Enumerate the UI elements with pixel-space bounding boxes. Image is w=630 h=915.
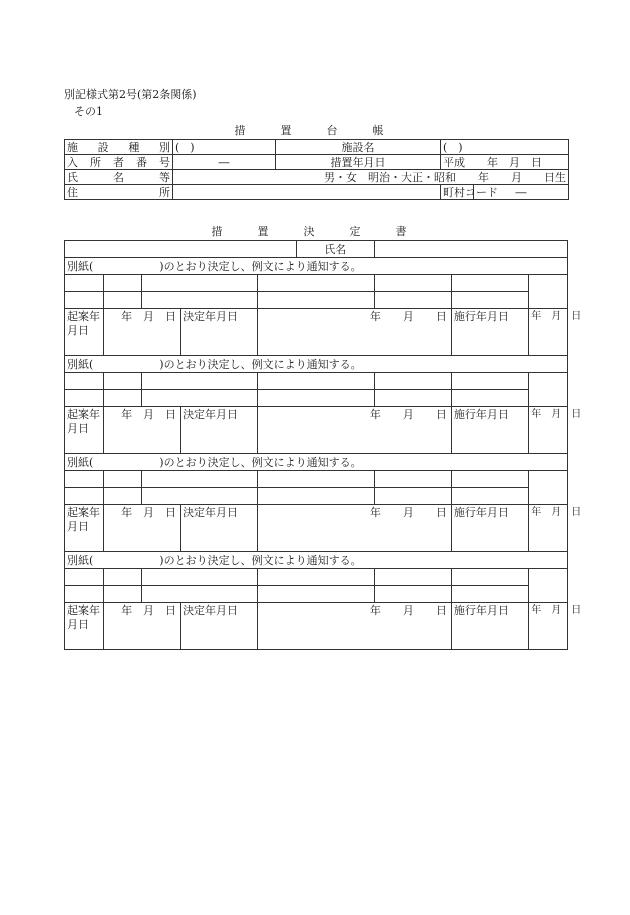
blank-cell[interactable]	[103, 569, 142, 586]
decision-block-notice-row	[65, 258, 568, 275]
effective-date-value[interactable]: 年 月 日	[529, 603, 568, 650]
blank-cell[interactable]	[374, 292, 451, 309]
birth-info[interactable]: 男・女 明治・大正・昭和 年 月 日生	[173, 170, 569, 185]
decision-block-notice-row	[65, 454, 568, 471]
blank-cell[interactable]	[451, 373, 528, 390]
blank-cell[interactable]	[65, 292, 104, 309]
effective-date-label: 施行年月日	[451, 407, 528, 454]
blank-cell[interactable]	[374, 390, 451, 407]
facility-type-label: 施 設 種 別	[65, 140, 173, 155]
ledger-title: 措 置 台 帳	[234, 124, 396, 137]
draft-date-label: 起案年月日	[65, 603, 104, 650]
decision-date-value[interactable]: 年 月 日	[258, 407, 451, 454]
name-row	[65, 241, 568, 258]
measure-date-label: 措置年月日	[276, 155, 441, 170]
blank-cell[interactable]	[103, 292, 142, 309]
decision-block-dates-row	[65, 505, 568, 552]
blank-cell[interactable]	[103, 390, 142, 407]
decision-block-notice-row	[65, 552, 568, 569]
blank-cell[interactable]	[65, 373, 104, 390]
blank-cell[interactable]	[103, 488, 142, 505]
decision-block-blank-row	[65, 373, 568, 390]
blank-cell[interactable]	[65, 488, 104, 505]
draft-date-label: 起案年月日	[65, 505, 104, 552]
blank-cell[interactable]	[142, 390, 258, 407]
blank-cell[interactable]	[103, 275, 142, 292]
decision-date-value[interactable]: 年 月 日	[258, 603, 451, 650]
decision-block-notice-row	[65, 356, 568, 373]
decision-block-dates-row	[65, 309, 568, 356]
effective-date-label: 施行年月日	[451, 505, 528, 552]
blank-cell[interactable]	[374, 275, 451, 292]
notice-text: 別紙( )のとおり決定し、例文により通知する。	[65, 258, 568, 275]
blank-cell[interactable]	[529, 471, 568, 505]
blank-cell[interactable]	[142, 373, 258, 390]
blank-cell[interactable]	[65, 390, 104, 407]
name-value[interactable]	[374, 241, 568, 258]
notice-text: 別紙( )のとおり決定し、例文により通知する。	[65, 356, 568, 373]
decision-block-dates-row	[65, 603, 568, 650]
decision-title: 措 置 決 定 書	[211, 225, 419, 238]
decision-block-blank-row	[65, 471, 568, 488]
blank-cell[interactable]	[65, 586, 104, 603]
blank-cell[interactable]	[258, 390, 374, 407]
effective-date-value[interactable]: 年 月 日	[529, 407, 568, 454]
decision-block-blank-row	[65, 275, 568, 292]
blank-cell[interactable]	[142, 569, 258, 586]
blank-cell[interactable]	[103, 471, 142, 488]
address-value[interactable]	[173, 185, 441, 200]
effective-date-value[interactable]: 年 月 日	[529, 309, 568, 356]
blank-cell[interactable]	[258, 292, 374, 309]
ledger-table	[64, 139, 569, 200]
blank-cell[interactable]	[65, 569, 104, 586]
draft-date-label: 起案年月日	[65, 309, 104, 356]
sub-title: その1	[74, 105, 103, 118]
decision-block-blank-row	[65, 488, 568, 505]
facility-type-value[interactable]: ( )	[173, 140, 276, 155]
decision-block-blank-row	[65, 390, 568, 407]
blank-cell[interactable]	[258, 471, 374, 488]
decision-block-blank-row	[65, 569, 568, 586]
decision-block-blank-row	[65, 586, 568, 603]
blank-cell[interactable]	[142, 292, 258, 309]
decision-date-label: 決定年月日	[181, 407, 258, 454]
blank-cell[interactable]	[258, 488, 374, 505]
town-code-label: 町村コード	[441, 185, 474, 200]
effective-date-label: 施行年月日	[451, 309, 528, 356]
draft-date-value[interactable]: 年 月 日	[103, 603, 180, 650]
blank-cell[interactable]	[374, 488, 451, 505]
decision-block-dates-row	[65, 407, 568, 454]
blank-cell[interactable]	[451, 275, 528, 292]
blank-cell[interactable]	[65, 471, 104, 488]
blank-cell[interactable]	[258, 586, 374, 603]
draft-date-value[interactable]: 年 月 日	[103, 407, 180, 454]
blank-cell[interactable]	[65, 275, 104, 292]
blank-cell[interactable]	[142, 586, 258, 603]
measure-date-value[interactable]: 平成 年 月 日	[441, 155, 569, 170]
blank-cell[interactable]	[451, 569, 528, 586]
blank-cell[interactable]	[142, 275, 258, 292]
blank-cell[interactable]	[529, 569, 568, 603]
decision-date-label: 決定年月日	[181, 505, 258, 552]
blank-cell[interactable]	[451, 586, 528, 603]
blank-cell[interactable]	[142, 488, 258, 505]
decision-table	[64, 240, 582, 650]
decision-date-label: 決定年月日	[181, 309, 258, 356]
name-label: 氏 名 等	[65, 170, 173, 185]
blank-cell[interactable]	[258, 373, 374, 390]
name-label: 氏名	[297, 241, 374, 258]
address-label: 住 所	[65, 185, 173, 200]
ledger-row-address	[65, 185, 569, 200]
ledger-row-name	[65, 170, 569, 185]
resident-number-value[interactable]: ―	[173, 155, 276, 170]
decision-date-value[interactable]: 年 月 日	[258, 505, 451, 552]
blank-cell[interactable]	[529, 373, 568, 407]
blank-cell[interactable]	[451, 471, 528, 488]
notice-text: 別紙( )のとおり決定し、例文により通知する。	[65, 454, 568, 471]
notice-text: 別紙( )のとおり決定し、例文により通知する。	[65, 552, 568, 569]
draft-date-value[interactable]: 年 月 日	[103, 505, 180, 552]
ledger-row-resident-number	[65, 155, 569, 170]
effective-date-value[interactable]: 年 月 日	[529, 505, 568, 552]
form-number: 別記様式第2号(第2条関係)	[64, 88, 197, 101]
blank-cell[interactable]	[374, 373, 451, 390]
town-code-value[interactable]: ―	[474, 185, 569, 200]
blank-cell[interactable]	[374, 569, 451, 586]
ledger-row-facility-type	[65, 140, 569, 155]
blank-cell[interactable]	[258, 569, 374, 586]
blank-cell[interactable]	[258, 275, 374, 292]
blank-cell[interactable]	[451, 292, 528, 309]
effective-date-label: 施行年月日	[451, 603, 528, 650]
blank-cell[interactable]	[103, 586, 142, 603]
decision-date-label: 決定年月日	[181, 603, 258, 650]
blank-cell[interactable]	[451, 390, 528, 407]
blank-cell[interactable]	[103, 373, 142, 390]
draft-date-value[interactable]: 年 月 日	[103, 309, 180, 356]
facility-name-value[interactable]: ( )	[441, 140, 569, 155]
blank-cell[interactable]	[374, 586, 451, 603]
blank-cell[interactable]	[142, 471, 258, 488]
name-blank-left	[65, 241, 297, 258]
blank-cell[interactable]	[374, 471, 451, 488]
resident-number-label: 入 所 者 番 号	[65, 155, 173, 170]
blank-cell[interactable]	[529, 275, 568, 309]
blank-cell[interactable]	[451, 488, 528, 505]
facility-name-label: 施設名	[276, 140, 441, 155]
decision-date-value[interactable]: 年 月 日	[258, 309, 451, 356]
decision-block-blank-row	[65, 292, 568, 309]
draft-date-label: 起案年月日	[65, 407, 104, 454]
